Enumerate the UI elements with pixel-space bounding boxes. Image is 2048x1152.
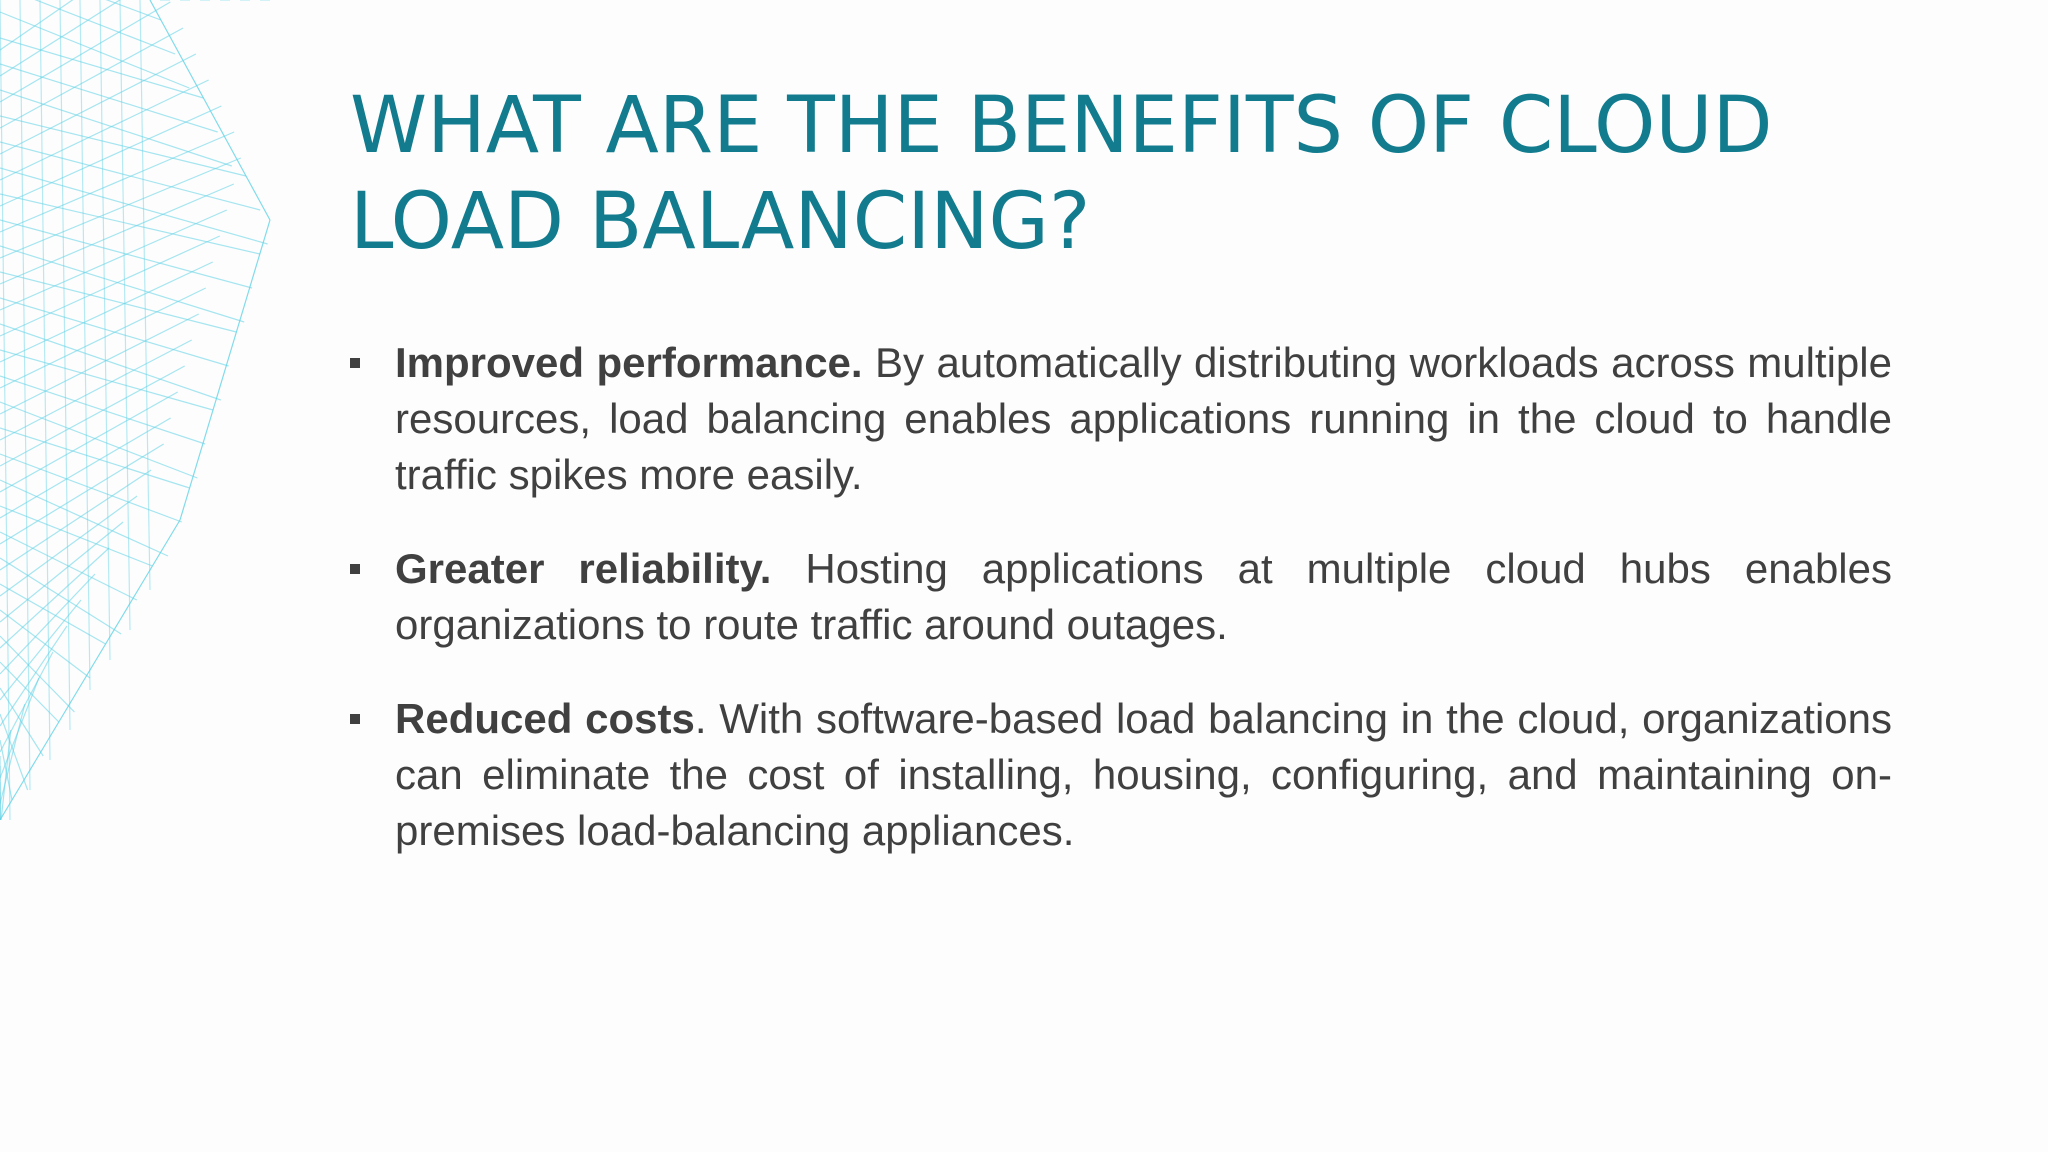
wireframe-line (0, 392, 178, 492)
wireframe-line (248, 180, 259, 200)
wireframe-line (252, 260, 258, 280)
wireframe-line (0, 340, 192, 440)
wireframe-line (180, 500, 186, 520)
wireframe-line (228, 340, 234, 360)
wireframe-line (0, 194, 260, 254)
wireframe-line (234, 320, 240, 340)
wireframe-line (0, 246, 244, 322)
wireframe-line (0, 2, 170, 102)
wireframe-line (0, 704, 25, 804)
wireframe-line (0, 210, 227, 310)
wireframe-line (183, 60, 194, 80)
wireframe-line (259, 200, 270, 220)
wireframe-line (96, 640, 108, 660)
wireframe-line (0, 132, 234, 232)
wireframe-line (12, 780, 24, 800)
bullet-marker-icon (350, 358, 360, 368)
wireframe-line (0, 444, 164, 544)
wireframe-line (72, 680, 84, 700)
wireframe-line (215, 120, 226, 140)
bullet-heading: Improved performance. (395, 339, 863, 386)
wireframe-line (36, 740, 48, 760)
wireframe-line (204, 420, 210, 440)
wireframe-line (168, 520, 180, 540)
wireframe-line (222, 360, 228, 380)
bullet-marker-icon (350, 714, 360, 724)
wireframe-line (0, 262, 213, 362)
wireframe-line (0, 0, 145, 50)
wireframe-line (264, 220, 270, 240)
wireframe-line (0, 402, 197, 478)
wireframe-line (0, 324, 221, 400)
wireframe-line (237, 160, 248, 180)
bullet-improved-performance (350, 335, 1892, 503)
bullet-reduced-costs (350, 691, 1892, 859)
wireframe-line (0, 90, 232, 166)
wireframe-line (0, 522, 123, 622)
wireframe-line (0, 168, 268, 244)
bullet-marker-icon (350, 564, 360, 574)
wireframe-line (0, 558, 121, 634)
bullet-heading: Greater reliability. (395, 545, 772, 592)
wireframe-line (156, 540, 168, 560)
wireframe-line (20, 0, 30, 790)
wireframe-line (0, 428, 190, 488)
wireframe-line (216, 380, 222, 400)
wireframe-line (0, 236, 220, 336)
bullet-text: With software-based load balancing in the cloud, organizations can eliminate the cost of installing, housing, configuring, and maintaining on-premises load-balancing appliances. (395, 695, 1892, 854)
bullet-greater-reliability (350, 541, 1892, 653)
wireframe-line (226, 140, 237, 160)
wireframe-line (0, 626, 67, 726)
bullet-heading: Reduced costs (395, 695, 695, 742)
wireframe-line (0, 314, 199, 414)
wireframe-line (0, 288, 206, 388)
wireframe-line (186, 480, 192, 500)
wireframe-line (0, 80, 209, 180)
wireframe-decoration (0, 0, 300, 820)
wireframe-line (246, 280, 252, 300)
bullet-list (350, 335, 1892, 897)
bullet-text: By automatically distributing workloads across multiple resources, load balancing enables applications running in the cloud to handle traffic spikes more easily. (395, 339, 1892, 498)
bullet-heading-trail: . (694, 695, 707, 742)
wireframe-line (172, 40, 183, 60)
wireframe-line (240, 300, 246, 320)
slide-title: WHAT ARE THE BENEFITS OF CLOUD LOAD BALANCING? (350, 81, 1773, 267)
wireframe-line (0, 272, 236, 332)
wireframe-line (258, 240, 264, 260)
wireframe-line (132, 580, 144, 600)
wireframe-line (0, 54, 196, 154)
wireframe-line (0, 366, 185, 466)
wireframe-line (40, 0, 50, 760)
bullet-text: Hosting applications at multiple cloud hubs enables organizations to route traffic around outages. (395, 545, 1892, 648)
